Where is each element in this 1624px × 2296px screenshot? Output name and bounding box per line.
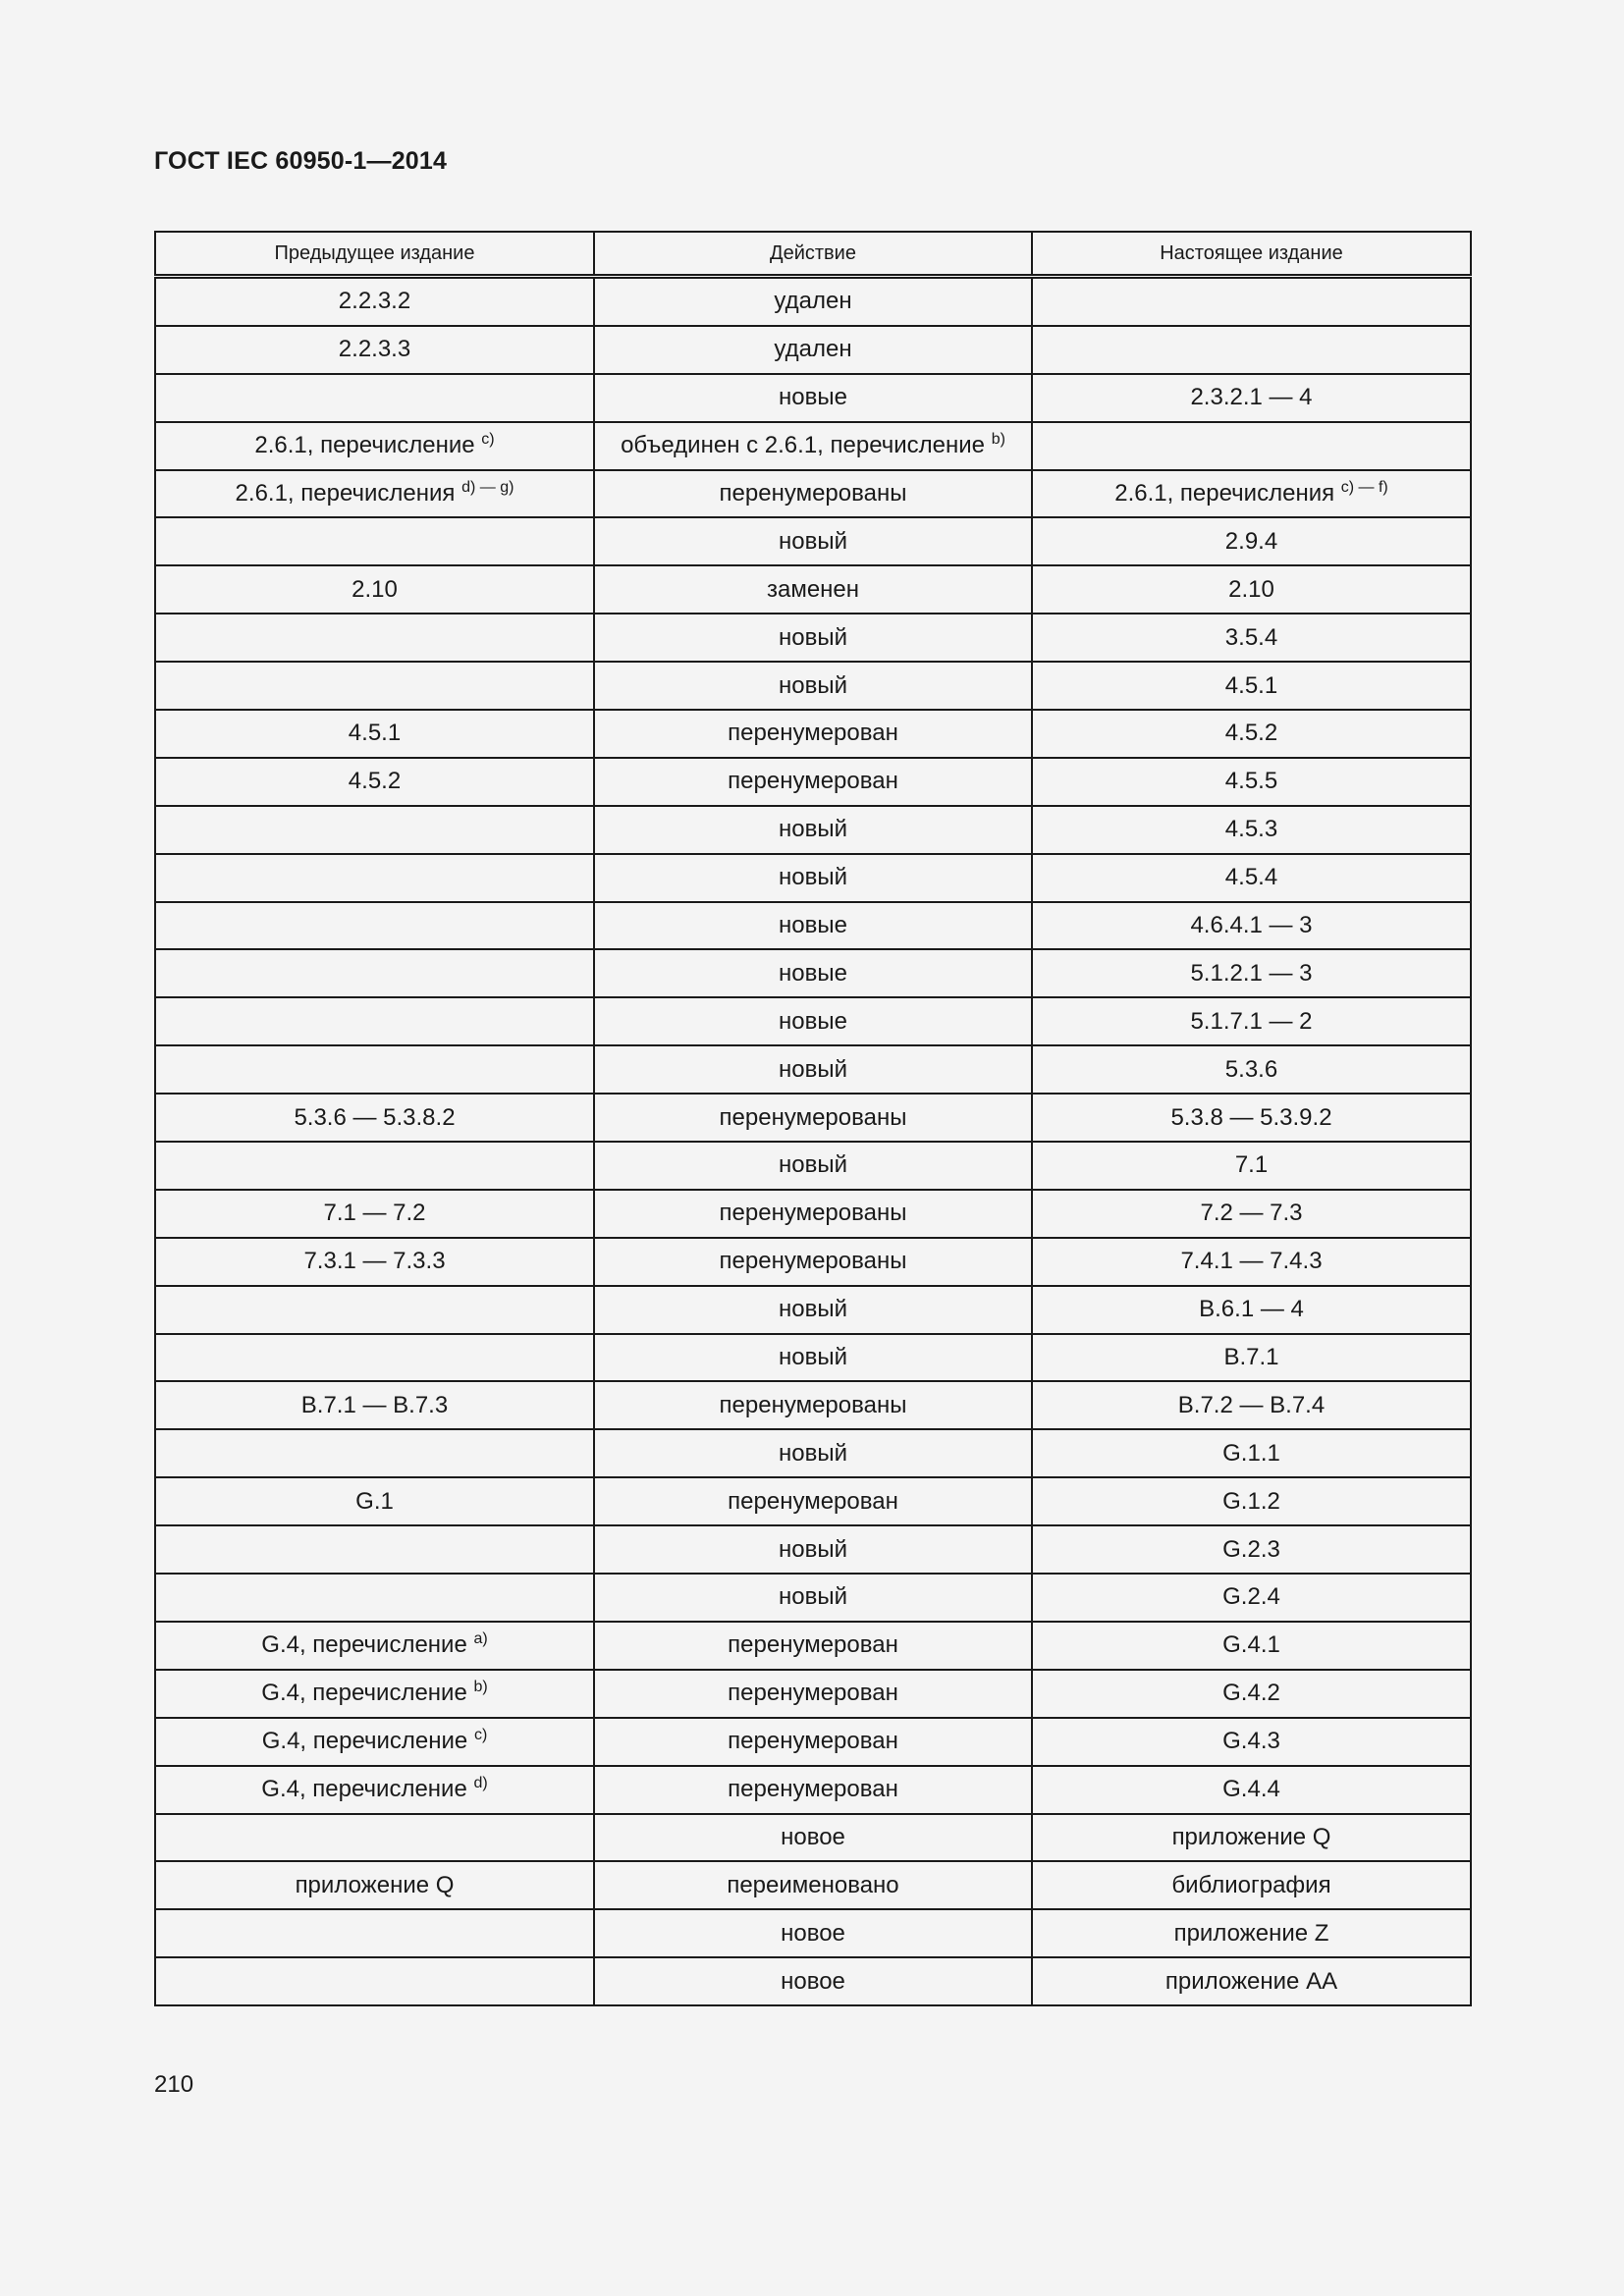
cell-previous: [155, 1142, 594, 1190]
cell-current-footnote-ref: c) — f): [1340, 479, 1388, 496]
cell-current-text: 2.9.4: [1224, 527, 1278, 555]
cell-current: [1032, 1381, 1471, 1429]
cell-previous-text: 2.10: [352, 575, 398, 603]
cell-action-text: новое: [781, 1967, 845, 1995]
cell-action: [594, 1718, 1032, 1766]
cell-action: [594, 374, 1032, 422]
table-row: [155, 565, 1471, 614]
cell-action: [594, 614, 1032, 662]
cell-current-text: 4.5.1: [1224, 671, 1278, 699]
cell-previous: [155, 1766, 594, 1814]
cell-previous-footnote-ref: c): [473, 1727, 488, 1744]
table-row: [155, 710, 1471, 758]
cell-current: [1032, 326, 1471, 374]
cell-current: [1032, 1814, 1471, 1862]
cell-current: [1032, 1574, 1471, 1622]
cell-current: [1032, 1718, 1471, 1766]
column-header-previous: Предыдущее издание: [155, 232, 594, 277]
cell-current: [1032, 1286, 1471, 1334]
cell-previous-footnote-ref: c): [481, 431, 495, 449]
cell-current-text: B.7.2 — B.7.4: [1177, 1391, 1326, 1418]
cell-current-text: 4.5.4: [1224, 864, 1278, 891]
cell-previous-text: B.7.1 — B.7.3: [300, 1391, 449, 1418]
cell-current-text: G.1.1: [1222, 1439, 1280, 1467]
cell-previous-footnote-ref: d) — g): [461, 479, 514, 496]
cell-current-text: 2.6.1, перечисления: [1114, 480, 1335, 507]
cell-previous: [155, 614, 594, 662]
cell-current-text: 4.6.4.1 — 3: [1190, 912, 1313, 939]
cell-action-text: перенумерованы: [719, 480, 907, 507]
cell-action-text: новый: [778, 1583, 847, 1611]
cell-previous: [155, 902, 594, 950]
cell-current-text: G.4.1: [1222, 1631, 1280, 1659]
cell-action: [594, 662, 1032, 710]
table-row: [155, 997, 1471, 1045]
cell-previous-footnote-ref: b): [473, 1679, 488, 1696]
cell-action: [594, 422, 1032, 470]
cell-action-text: новый: [778, 1055, 847, 1083]
table-row: [155, 1429, 1471, 1477]
table-row: [155, 1766, 1471, 1814]
cell-previous: [155, 1045, 594, 1094]
cell-previous: [155, 806, 594, 854]
table-row: [155, 1957, 1471, 2005]
cell-action-text: новые: [779, 1007, 847, 1035]
cell-previous: [155, 1622, 594, 1670]
cell-previous: [155, 1286, 594, 1334]
cell-previous: [155, 1094, 594, 1142]
cell-current-text: 7.4.1 — 7.4.3: [1180, 1248, 1323, 1275]
table-row: [155, 1909, 1471, 1957]
table-row: [155, 1477, 1471, 1525]
table-row: [155, 614, 1471, 662]
cell-action: [594, 517, 1032, 565]
cell-action-text: новый: [778, 864, 847, 891]
table-row: [155, 1286, 1471, 1334]
table-body: [155, 277, 1471, 2006]
cell-action: [594, 1766, 1032, 1814]
cell-previous-text: G.1: [355, 1487, 394, 1515]
cell-current-text: 4.5.5: [1224, 768, 1278, 795]
cell-current-text: B.7.1: [1223, 1344, 1279, 1371]
cell-action: [594, 1190, 1032, 1238]
cell-action-text: новые: [779, 912, 847, 939]
cell-previous: [155, 326, 594, 374]
cell-previous: [155, 517, 594, 565]
cell-action-text: перенумерован: [728, 1776, 898, 1803]
cell-action: [594, 277, 1032, 326]
cell-action-text: новый: [778, 1344, 847, 1371]
cell-action: [594, 902, 1032, 950]
cell-previous: [155, 1334, 594, 1382]
document-header: ГОСТ IEC 60950-1—2014: [154, 147, 448, 175]
cell-current: [1032, 277, 1471, 326]
cell-current: [1032, 1861, 1471, 1909]
cell-current-text: 7.2 — 7.3: [1200, 1200, 1303, 1227]
table-row: [155, 1190, 1471, 1238]
table-row: [155, 374, 1471, 422]
table-row: [155, 806, 1471, 854]
cell-action: [594, 1045, 1032, 1094]
cell-action-text: новый: [778, 527, 847, 555]
cell-previous-text: 7.3.1 — 7.3.3: [303, 1248, 446, 1275]
cell-previous: [155, 277, 594, 326]
table-row: [155, 1670, 1471, 1718]
cell-previous: [155, 1718, 594, 1766]
cell-action-text: новый: [778, 1151, 847, 1179]
cell-action-text: новый: [778, 1296, 847, 1323]
cell-action: [594, 1334, 1032, 1382]
cell-current-text: приложение Q: [1171, 1823, 1331, 1850]
cell-previous: [155, 1525, 594, 1574]
cell-action-text: новое: [781, 1823, 845, 1850]
cell-action-text: перенумерованы: [719, 1391, 907, 1418]
table-row: [155, 1045, 1471, 1094]
cell-action-text: удален: [774, 288, 852, 315]
cell-current: [1032, 1670, 1471, 1718]
cell-current-text: 5.1.2.1 — 3: [1190, 959, 1313, 987]
cell-action: [594, 1286, 1032, 1334]
cell-action: [594, 1142, 1032, 1190]
cell-action-text: перенумерован: [728, 768, 898, 795]
cell-previous-text: 2.6.1, перечисление: [254, 432, 475, 459]
table-row: [155, 1525, 1471, 1574]
cell-action: [594, 710, 1032, 758]
cell-action: [594, 1381, 1032, 1429]
table-row: [155, 517, 1471, 565]
cell-current: [1032, 614, 1471, 662]
cell-action-text: перенумерованы: [719, 1103, 907, 1131]
table-row: [155, 662, 1471, 710]
column-header-action: Действие: [594, 232, 1032, 277]
cell-current: [1032, 422, 1471, 470]
page-number: 210: [154, 2071, 194, 2098]
cell-current-text: G.4.3: [1222, 1728, 1280, 1755]
cell-action: [594, 1814, 1032, 1862]
cell-action-text: заменен: [766, 575, 860, 603]
cell-previous: [155, 1381, 594, 1429]
cell-current: [1032, 902, 1471, 950]
cell-action: [594, 1957, 1032, 2005]
cell-current: [1032, 565, 1471, 614]
cell-previous: [155, 1861, 594, 1909]
cell-previous: [155, 374, 594, 422]
cell-current-text: 4.5.3: [1224, 816, 1278, 843]
cell-previous: [155, 710, 594, 758]
cell-current-text: приложение AA: [1164, 1967, 1338, 1995]
cell-current-text: 7.1: [1234, 1151, 1269, 1179]
cell-action-text: перенумерованы: [719, 1248, 907, 1275]
cell-action-footnote-ref: b): [991, 431, 1005, 449]
cell-action-text: новые: [779, 959, 847, 987]
cell-current: [1032, 1045, 1471, 1094]
cell-current-text: 5.3.6: [1224, 1055, 1278, 1083]
table-row: [155, 1718, 1471, 1766]
cell-action: [594, 854, 1032, 902]
cell-previous: [155, 1429, 594, 1477]
cell-previous-text: G.4, перечисление: [261, 1776, 467, 1803]
cell-action-text: новый: [778, 623, 847, 651]
cell-action-text: объединен с 2.6.1, перечисление: [621, 432, 986, 459]
table-row: [155, 1334, 1471, 1382]
changes-table: [154, 231, 1472, 2006]
cell-current: [1032, 1477, 1471, 1525]
cell-previous: [155, 758, 594, 806]
cell-action: [594, 1477, 1032, 1525]
cell-previous: [155, 1238, 594, 1286]
table-row: [155, 1861, 1471, 1909]
cell-current-text: G.4.2: [1222, 1680, 1280, 1707]
cell-current: [1032, 1525, 1471, 1574]
cell-previous: [155, 949, 594, 997]
cell-previous: [155, 565, 594, 614]
cell-previous: [155, 1477, 594, 1525]
cell-current: [1032, 517, 1471, 565]
cell-action-text: перенумерован: [728, 1728, 898, 1755]
cell-current: [1032, 470, 1471, 518]
table-row: [155, 422, 1471, 470]
cell-action: [594, 1238, 1032, 1286]
cell-previous-text: 7.1 — 7.2: [323, 1200, 426, 1227]
cell-current: [1032, 662, 1471, 710]
cell-action: [594, 1861, 1032, 1909]
cell-action-text: новый: [778, 816, 847, 843]
cell-action: [594, 470, 1032, 518]
cell-previous: [155, 422, 594, 470]
cell-action: [594, 326, 1032, 374]
cell-current-text: библиография: [1171, 1871, 1331, 1898]
cell-action-text: перенумерован: [728, 720, 898, 747]
table-row: [155, 758, 1471, 806]
cell-previous: [155, 997, 594, 1045]
cell-action: [594, 949, 1032, 997]
cell-previous-text: 2.2.3.2: [338, 288, 411, 315]
cell-previous: [155, 1957, 594, 2005]
table-row: [155, 1381, 1471, 1429]
table-row: [155, 949, 1471, 997]
cell-previous: [155, 1190, 594, 1238]
cell-current: [1032, 854, 1471, 902]
cell-current: [1032, 1334, 1471, 1382]
cell-action: [594, 806, 1032, 854]
cell-current: [1032, 374, 1471, 422]
cell-action-text: новое: [781, 1919, 845, 1947]
cell-action: [594, 1094, 1032, 1142]
cell-previous: [155, 1909, 594, 1957]
table-row: [155, 1238, 1471, 1286]
cell-current-text: 4.5.2: [1224, 720, 1278, 747]
cell-current-text: приложение Z: [1173, 1919, 1329, 1947]
table-row: [155, 277, 1471, 326]
cell-current-text: G.2.3: [1222, 1535, 1280, 1563]
table-row: [155, 902, 1471, 950]
cell-action: [594, 1622, 1032, 1670]
cell-previous-text: G.4, перечисление: [261, 1680, 467, 1707]
cell-action: [594, 1909, 1032, 1957]
cell-current: [1032, 1094, 1471, 1142]
cell-action: [594, 1670, 1032, 1718]
cell-current-text: G.1.2: [1222, 1487, 1280, 1515]
cell-current: [1032, 1142, 1471, 1190]
cell-action-text: новый: [778, 671, 847, 699]
table-row: [155, 1094, 1471, 1142]
cell-action-text: перенумерованы: [719, 1200, 907, 1227]
cell-current: [1032, 806, 1471, 854]
cell-current-text: 3.5.4: [1224, 623, 1278, 651]
cell-action-text: перенумерован: [728, 1680, 898, 1707]
cell-current: [1032, 997, 1471, 1045]
cell-action-text: перенумерован: [728, 1631, 898, 1659]
cell-current: [1032, 1957, 1471, 2005]
cell-current-text: 5.1.7.1 — 2: [1190, 1007, 1313, 1035]
cell-current: [1032, 1238, 1471, 1286]
cell-previous: [155, 1574, 594, 1622]
cell-current: [1032, 1429, 1471, 1477]
table-header-row: [155, 232, 1471, 277]
cell-previous: [155, 1670, 594, 1718]
cell-current-text: 5.3.8 — 5.3.9.2: [1170, 1103, 1332, 1131]
cell-previous-text: 4.5.2: [348, 768, 402, 795]
cell-action: [594, 565, 1032, 614]
cell-previous-text: 2.2.3.3: [338, 336, 411, 363]
cell-current: [1032, 1909, 1471, 1957]
cell-current: [1032, 1766, 1471, 1814]
cell-previous: [155, 1814, 594, 1862]
cell-action: [594, 1429, 1032, 1477]
cell-previous-footnote-ref: d): [473, 1775, 488, 1792]
cell-current-text: G.2.4: [1222, 1583, 1280, 1611]
cell-action: [594, 758, 1032, 806]
table-row: [155, 854, 1471, 902]
cell-current: [1032, 710, 1471, 758]
cell-current-text: 2.3.2.1 — 4: [1190, 384, 1313, 411]
cell-action-text: перенумерован: [728, 1487, 898, 1515]
cell-action-text: новый: [778, 1439, 847, 1467]
column-header-current: Настоящее издание: [1032, 232, 1471, 277]
table-row: [155, 1574, 1471, 1622]
cell-current-text: 2.10: [1228, 575, 1274, 603]
table-row: [155, 326, 1471, 374]
cell-current-text: G.4.4: [1222, 1776, 1280, 1803]
cell-previous-text: 4.5.1: [348, 720, 402, 747]
cell-previous-text: приложение Q: [295, 1871, 455, 1898]
cell-previous-footnote-ref: a): [473, 1630, 488, 1648]
cell-previous: [155, 854, 594, 902]
table-row: [155, 1142, 1471, 1190]
cell-previous-text: G.4, перечисление: [261, 1631, 467, 1659]
table-row: [155, 1622, 1471, 1670]
cell-previous-text: 2.6.1, перечисления: [235, 480, 456, 507]
cell-action: [594, 997, 1032, 1045]
cell-previous: [155, 662, 594, 710]
cell-current: [1032, 1190, 1471, 1238]
cell-current: [1032, 1622, 1471, 1670]
cell-action-text: новый: [778, 1535, 847, 1563]
cell-previous-text: G.4, перечисление: [261, 1728, 468, 1755]
cell-current: [1032, 949, 1471, 997]
cell-action-text: переименовано: [727, 1871, 899, 1898]
cell-previous-text: 5.3.6 — 5.3.8.2: [294, 1103, 456, 1131]
table-row: [155, 1814, 1471, 1862]
cell-action: [594, 1574, 1032, 1622]
cell-action: [594, 1525, 1032, 1574]
cell-current-text: B.6.1 — 4: [1199, 1296, 1304, 1323]
cell-action-text: новые: [779, 384, 847, 411]
cell-previous: [155, 470, 594, 518]
cell-action-text: удален: [774, 336, 852, 363]
cell-current: [1032, 758, 1471, 806]
table-row: [155, 470, 1471, 518]
